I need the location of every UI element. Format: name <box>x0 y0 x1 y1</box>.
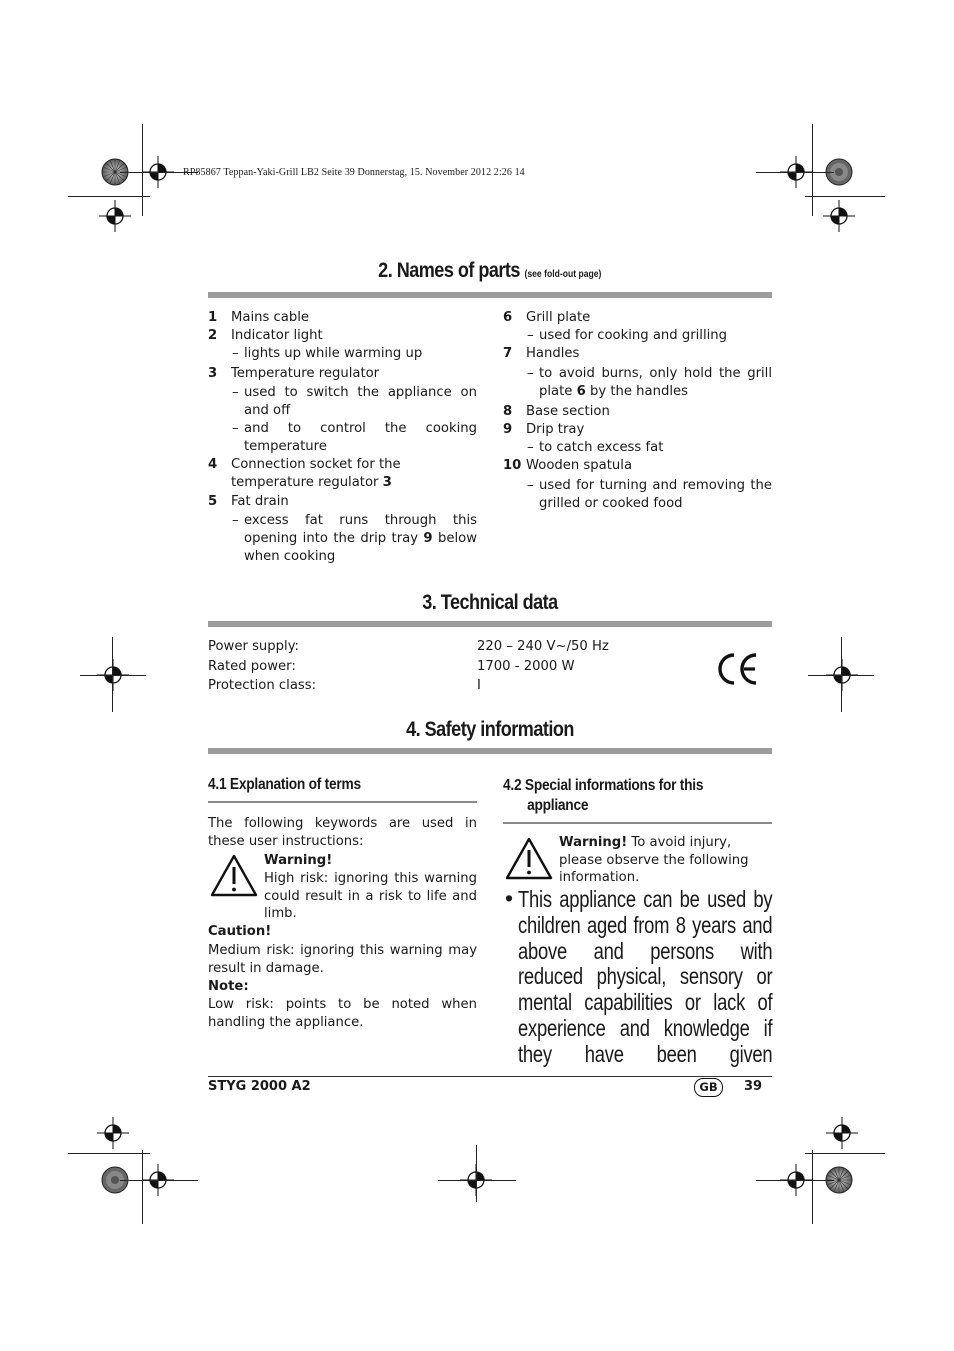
special-warning <box>559 834 772 887</box>
subsection-rule <box>503 822 772 824</box>
list-item: 8 Base section <box>503 404 610 419</box>
list-item: 6 Grill plate – used for cooking and grilling <box>503 310 728 343</box>
technical-data-title: 3. Technical data <box>422 591 558 614</box>
list-item: 3 Temperature regulator – used to switch the appliance on and off – and to control the cooking temperature <box>208 366 477 454</box>
print-slug: RP85867 Teppan-Yaki-Grill LB2 Seite 39 Donnerstag, 15. November 2012 2:26 14 <box>183 167 525 178</box>
bullet-text: This appliance can be used by children aged from 8 years and above and persons with reduced physical, sensory or mental capabilities or lack of experience and knowledge if they have been given <box>518 886 773 1067</box>
parts-list-left <box>208 309 477 566</box>
spec-label: Rated power: <box>208 659 296 674</box>
names-of-parts-title: 2. Names of parts <box>378 259 521 282</box>
warning-triangle-icon <box>504 836 554 881</box>
special-info-title: 4.2 Special informations for this appliance <box>503 777 704 814</box>
caution-text: Medium risk: ignoring this warning may result in damage. <box>208 943 477 976</box>
ce-mark-icon <box>714 652 760 686</box>
language-badge: GB <box>694 1078 723 1097</box>
spec-label: Power supply: <box>208 639 299 654</box>
warning-text: High risk: ignoring this warning could result in a risk to life and limb. <box>264 871 477 921</box>
section-rule <box>208 621 772 627</box>
section-rule <box>208 292 772 298</box>
bullet-icon: • <box>505 885 514 911</box>
names-of-parts-note: (see fold-out page) <box>524 269 602 280</box>
section-rule <box>208 748 772 754</box>
spec-value: 1700 - 2000 W <box>477 659 575 674</box>
list-item: 7 Handles – to avoid burns, only hold the grill plate 6 by the handles <box>503 346 772 399</box>
special-info-heading <box>503 776 803 816</box>
warning-label: Warning! <box>559 835 628 850</box>
list-item: 4 Connection socket for the temperature regulator 3 <box>208 457 401 490</box>
page-number: 39 <box>744 1079 763 1094</box>
caution-label: Caution! <box>208 924 272 939</box>
spec-value: I <box>477 678 481 693</box>
warning-triangle-icon <box>209 853 259 898</box>
list-item: 9 Drip tray – to catch excess fat <box>503 422 664 455</box>
explanation-of-terms-title: 4.1 Explanation of terms <box>208 776 361 793</box>
safety-information-title: 4. Safety information <box>406 718 574 741</box>
parts-list-right <box>503 309 772 513</box>
warning-text: To avoid injury, please observe the following information. <box>559 835 749 885</box>
warning-label: Warning! <box>264 853 333 868</box>
footer-rule <box>208 1076 772 1077</box>
subsection-rule <box>208 801 477 803</box>
list-item: 2 Indicator light – lights up while warming up <box>208 328 423 361</box>
list-item: 10 Wooden spatula – used for turning and removing the grilled or cooked food <box>503 458 772 511</box>
footer-model: STYG 2000 A2 <box>208 1079 311 1094</box>
list-item: 5 Fat drain – excess fat runs through this opening into the drip tray 9 below when cooking <box>208 494 477 564</box>
note-text: Low risk: points to be noted when handling the appliance. <box>208 997 477 1030</box>
spec-value: 220 – 240 V~/50 Hz <box>477 639 609 654</box>
list-item: 1 Mains cable <box>208 310 310 325</box>
note-label: Note: <box>208 979 249 994</box>
terms-intro: The following keywords are used in these user instructions: <box>208 816 477 849</box>
spec-label: Protection class: <box>208 678 317 693</box>
names-of-parts-heading <box>208 259 772 283</box>
